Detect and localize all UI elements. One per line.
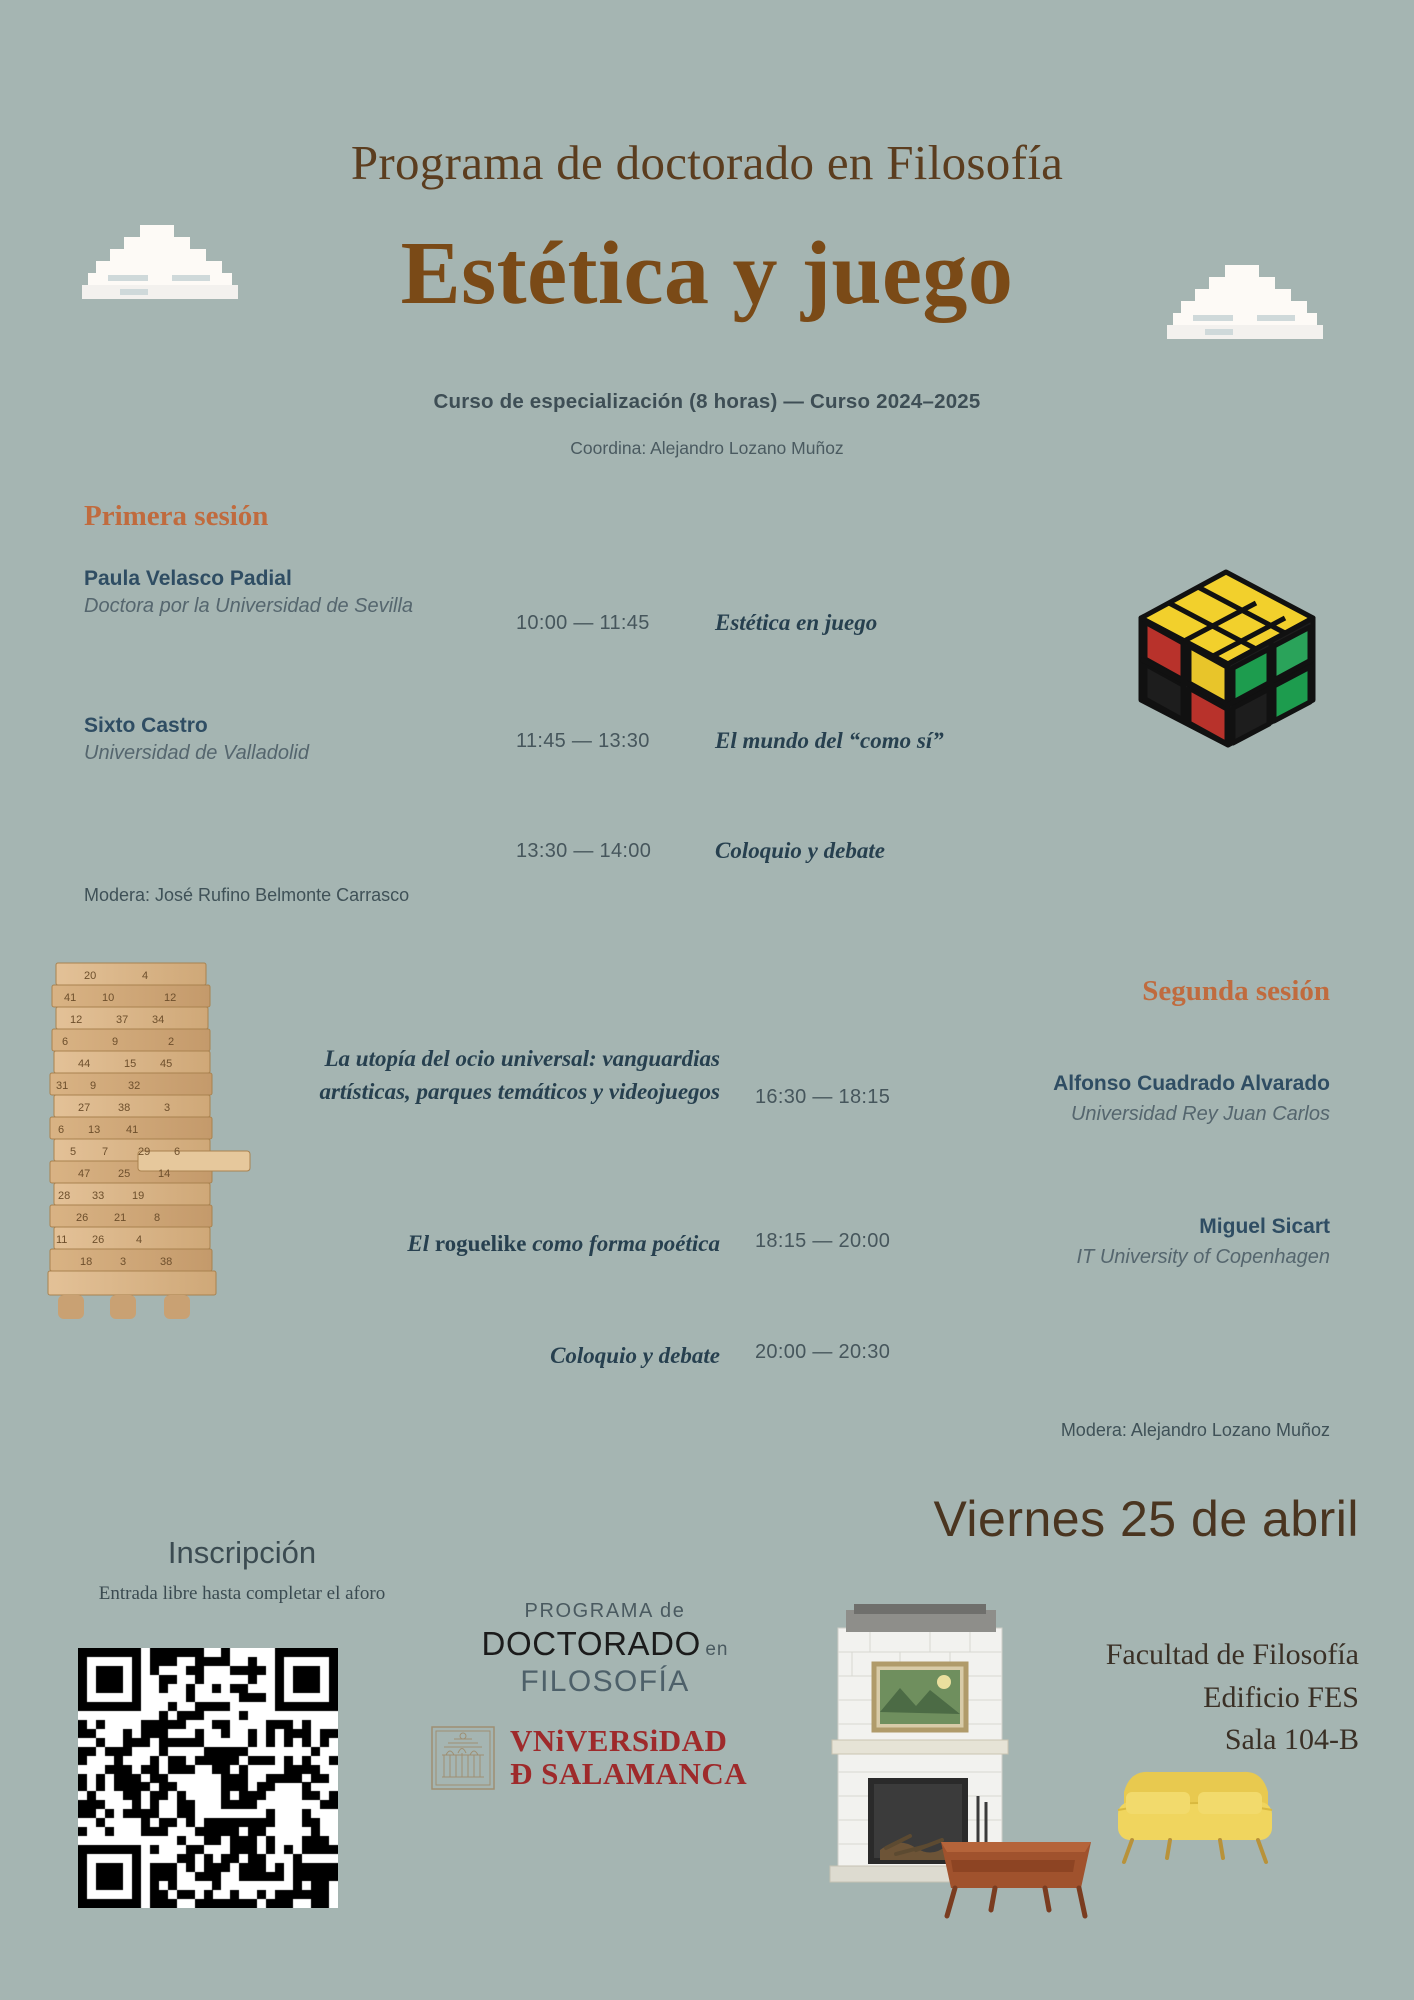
session-2-time-2: 18:15 — 20:00: [755, 1230, 891, 1252]
session-1-speaker-2: [84, 712, 484, 767]
logo-doctorado-text: DOCTORADO: [481, 1625, 701, 1662]
doctorate-logo: [440, 1600, 770, 1699]
svg-text:38: 38: [118, 1102, 131, 1114]
svg-text:44: 44: [78, 1058, 91, 1070]
university-logo: [430, 1725, 747, 1791]
session-1-time-3: 13:30 — 14:00: [516, 840, 652, 862]
logo-line-3: FILOSOFÍA: [520, 1665, 690, 1698]
svg-text:9: 9: [112, 1036, 119, 1048]
session-2-speaker-1-affiliation: Universidad Rey Juan Carlos: [1070, 1103, 1330, 1125]
svg-text:10: 10: [102, 992, 115, 1004]
logo-en-text: en: [705, 1639, 729, 1660]
svg-text:6: 6: [62, 1036, 69, 1048]
session-1-moderator: Modera: José Rufino Belmonte Carrasco: [84, 885, 410, 905]
svg-text:9: 9: [90, 1080, 97, 1092]
coordinator-line: Coordina: Alejandro Lozano Muñoz: [570, 438, 844, 458]
svg-text:18: 18: [80, 1256, 93, 1268]
svg-text:47: 47: [78, 1168, 91, 1180]
university-line-1: VNiVERSiDAD: [510, 1723, 728, 1759]
logo-line-1: PROGRAMA de: [524, 1600, 686, 1622]
speaker-affiliation: Universidad de Valladolid: [84, 742, 309, 765]
svg-text:13: 13: [88, 1124, 101, 1136]
svg-text:2: 2: [168, 1036, 175, 1048]
speaker-affiliation: Doctora por la Universidad de Sevilla: [84, 595, 414, 618]
session-2-moderator: Modera: Alejandro Lozano Muñoz: [1060, 1420, 1330, 1440]
course-subtitle: Curso de especialización (8 horas) — Curso 2024–2025: [433, 390, 981, 413]
session-1-time-1: 10:00 — 11:45: [516, 612, 650, 634]
sofa-image: [1110, 1740, 1280, 1875]
session-2-time-1: 16:30 — 18:15: [755, 1086, 891, 1108]
logo-line-2: [440, 1625, 770, 1663]
svg-text:37: 37: [116, 1014, 129, 1026]
svg-text:31: 31: [56, 1080, 69, 1092]
svg-text:33: 33: [92, 1190, 105, 1202]
talk-part-roman: roguelike: [434, 1231, 527, 1256]
jenga-tower-image: [42, 955, 257, 1375]
svg-text:6: 6: [174, 1146, 181, 1158]
svg-text:29: 29: [138, 1146, 151, 1158]
svg-text:34: 34: [152, 1014, 165, 1026]
event-date: Viernes 25 de abril: [933, 1491, 1359, 1547]
svg-text:27: 27: [78, 1102, 91, 1114]
svg-text:41: 41: [126, 1124, 139, 1136]
session-1-talk-3: Coloquio y debate: [715, 838, 885, 863]
session-2-speaker-2-affiliation: IT University of Copenhagen: [1076, 1246, 1330, 1268]
session-2-talk-3: Coloquio y debate: [550, 1343, 720, 1368]
session-1-heading: Primera sesión: [84, 500, 269, 532]
registration-note: Entrada libre hasta completar el aforo: [98, 1583, 386, 1604]
session-2-heading: Segunda sesión: [1142, 975, 1330, 1007]
usal-seal-icon: [430, 1725, 496, 1791]
svg-text:21: 21: [114, 1212, 127, 1224]
svg-text:4: 4: [136, 1234, 143, 1246]
svg-text:15: 15: [124, 1058, 137, 1070]
svg-text:12: 12: [164, 992, 177, 1004]
svg-text:5: 5: [70, 1146, 77, 1158]
svg-text:32: 32: [128, 1080, 141, 1092]
venue-line-2: Edificio FES: [1203, 1680, 1359, 1714]
svg-text:20: 20: [84, 970, 97, 982]
talk-part-pre: El: [407, 1231, 435, 1256]
speaker-name: Paula Velasco Padial: [84, 567, 292, 590]
svg-text:25: 25: [118, 1168, 131, 1180]
page-title: Estética y juego: [400, 224, 1014, 323]
svg-text:19: 19: [132, 1190, 145, 1202]
registration-title: Inscripción: [167, 1535, 317, 1570]
session-2-time-3: 20:00 — 20:30: [755, 1341, 891, 1363]
session-1-talk-2: El mundo del “como sí”: [715, 728, 944, 753]
svg-text:8: 8: [154, 1212, 161, 1224]
svg-text:6: 6: [58, 1124, 65, 1136]
university-line-2: Ð SALAMANCA: [510, 1756, 748, 1791]
university-name: [510, 1725, 747, 1791]
qr-code[interactable]: [78, 1648, 338, 1908]
svg-text:45: 45: [160, 1058, 173, 1070]
speaker-name: Sixto Castro: [84, 714, 208, 737]
program-title: Programa de doctorado en Filosofía: [350, 135, 1064, 190]
rubiks-cube-image: [1121, 560, 1336, 775]
tv-stand-image: [935, 1820, 1105, 1930]
svg-text:7: 7: [102, 1146, 109, 1158]
svg-text:26: 26: [92, 1234, 105, 1246]
svg-text:4: 4: [142, 970, 149, 982]
svg-text:12: 12: [70, 1014, 83, 1026]
svg-text:28: 28: [58, 1190, 71, 1202]
venue-line-3: Sala 104-B: [1224, 1723, 1359, 1757]
session-2-speaker-1-name: Alfonso Cuadrado Alvarado: [1053, 1072, 1330, 1095]
session-1-speaker-1: [84, 565, 484, 620]
session-1-talk-1: Estética en juego: [715, 610, 878, 635]
svg-text:38: 38: [160, 1256, 173, 1268]
svg-text:11: 11: [56, 1234, 68, 1246]
svg-text:41: 41: [64, 992, 77, 1004]
svg-text:3: 3: [120, 1256, 127, 1268]
session-2-talk-2: [300, 1228, 720, 1261]
session-1-time-2: 11:45 — 13:30: [516, 730, 650, 752]
svg-text:26: 26: [76, 1212, 89, 1224]
session-2-talk-1: La utopía del ocio universal: vanguardias artísticas, parques temáticos y videojuegos: [319, 1046, 720, 1104]
talk-part-post: como forma poética: [526, 1231, 720, 1256]
session-2-speaker-2-name: Miguel Sicart: [1199, 1215, 1330, 1238]
venue-line-1: Facultad de Filosofía: [1105, 1638, 1359, 1671]
svg-text:14: 14: [158, 1168, 171, 1180]
svg-text:3: 3: [164, 1102, 171, 1114]
